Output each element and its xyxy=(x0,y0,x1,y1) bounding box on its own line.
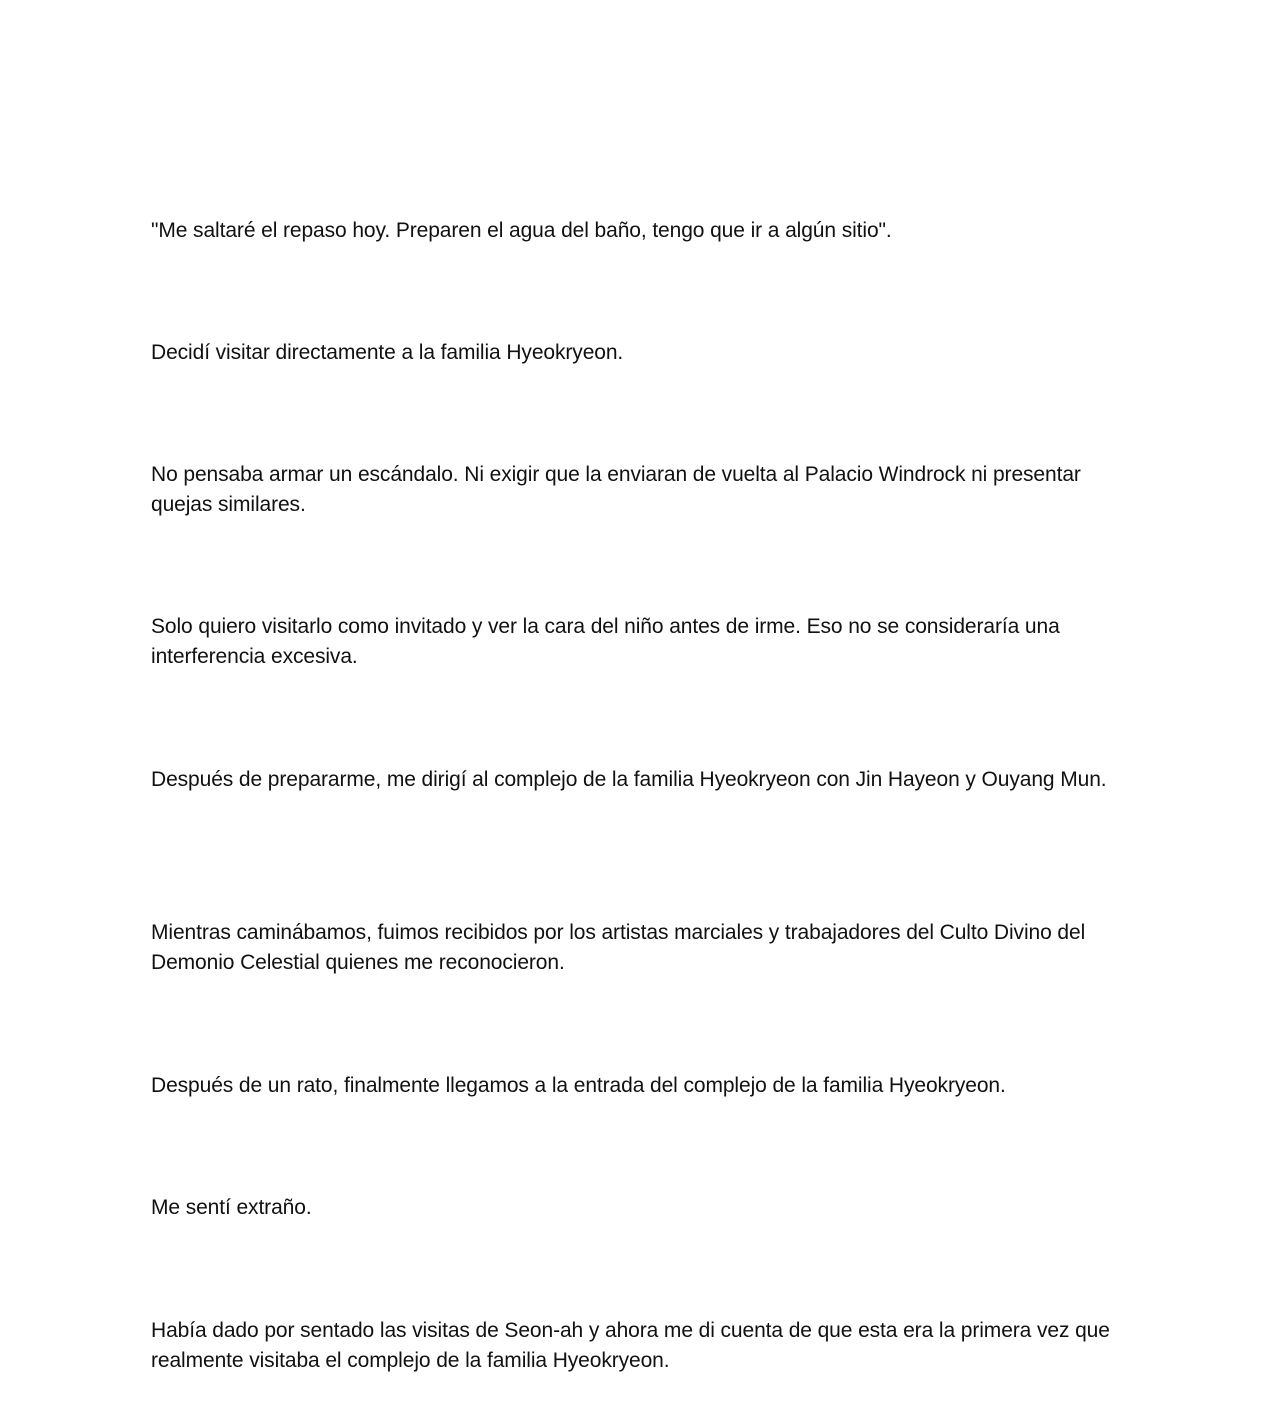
paragraph-3: No pensaba armar un escándalo. Ni exigir que la enviaran de vuelta al Palacio Windrock ni presentar quejas similares. xyxy=(151,463,1081,516)
paragraph-2: Decidí visitar directamente a la familia Hyeokryeon. xyxy=(151,341,624,364)
paragraph-9: Había dado por sentado las visitas de Seon-ah y ahora me di cuenta de que esta era la primera vez que realmente visitaba el complejo de la familia Hyeokryeon. xyxy=(151,1319,1110,1372)
paragraph-4: Solo quiero visitarlo como invitado y ver la cara del niño antes de irme. Eso no se consideraría una interferencia excesiva. xyxy=(151,615,1060,668)
paragraph-6: Mientras caminábamos, fuimos recibidos por los artistas marciales y trabajadores del Culto Divino del Demonio Celestial quienes me reconocieron. xyxy=(151,921,1086,974)
paragraph-8: Me sentí extraño. xyxy=(151,1196,312,1219)
paragraph-7: Después de un rato, finalmente llegamos a la entrada del complejo de la familia Hyeokryeon. xyxy=(151,1074,1006,1097)
paragraph-1: "Me saltaré el repaso hoy. Preparen el agua del baño, tengo que ir a algún sitio". xyxy=(151,219,892,242)
paragraph-5: Después de prepararme, me dirigí al complejo de la familia Hyeokryeon con Jin Hayeon y Ouyang Mun. xyxy=(151,768,1107,791)
